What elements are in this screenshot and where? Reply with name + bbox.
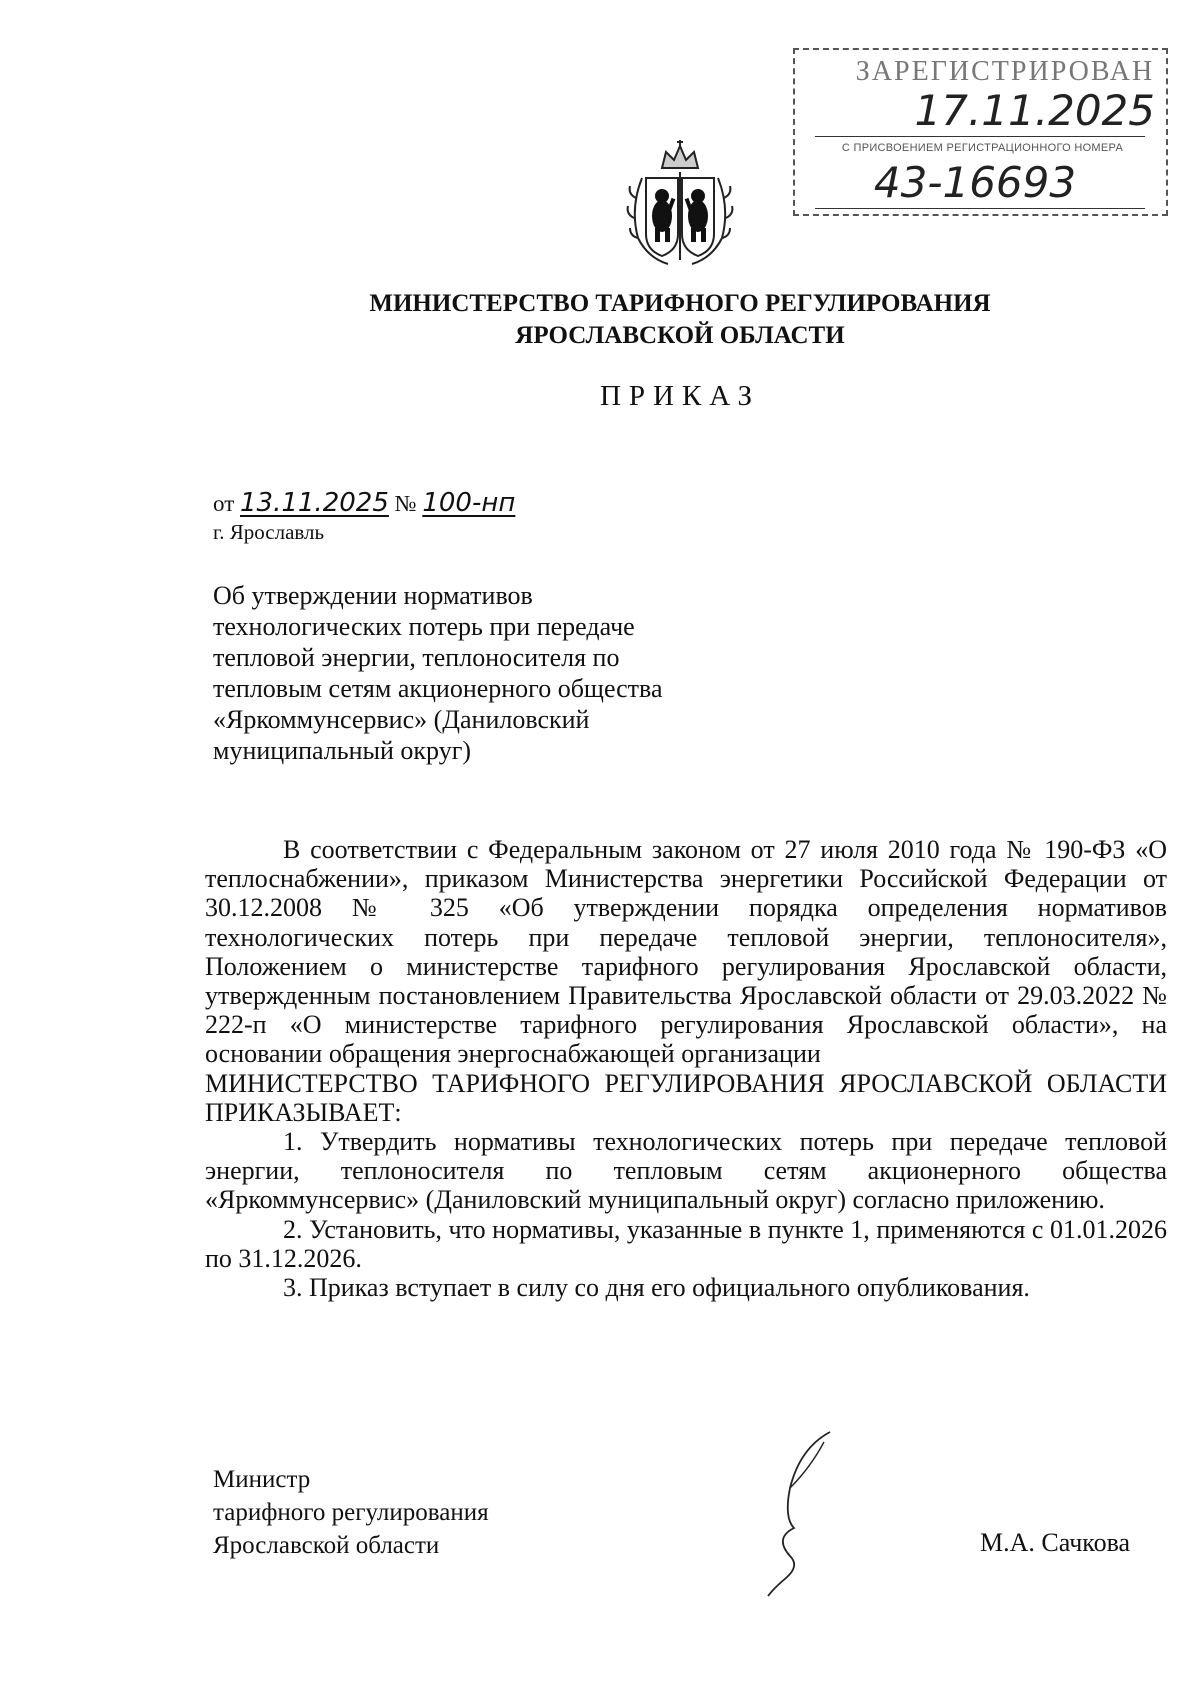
stamp-divider bbox=[815, 208, 1145, 209]
stamp-subtitle: С ПРИСВОЕНИЕМ РЕГИСТРАЦИОННОГО НОМЕРА bbox=[841, 142, 1124, 154]
ministry-line-2: ЯРОСЛАВСКОЙ ОБЛАСТИ bbox=[515, 322, 845, 349]
yaroslavl-coat-of-arms-icon bbox=[622, 138, 738, 270]
signatory-title bbox=[213, 1463, 489, 1562]
order-body bbox=[205, 835, 1167, 1302]
order-date-line bbox=[213, 488, 515, 518]
stamp-header: ЗАРЕГИСТРИРОВАН bbox=[855, 56, 1155, 87]
order-number: 100-нп bbox=[422, 488, 516, 518]
stamp-number: 43-16693 bbox=[873, 158, 1077, 207]
stamp-divider bbox=[815, 136, 1145, 137]
signatory-role-line: тарифного регулирования bbox=[213, 1499, 489, 1526]
preamble-paragraph: В соответствии с Федеральным законом от 27 июля 2010 года № 190-ФЗ «О теплоснабжении», приказом Министерства энергетики Российской Федерации от 30.12.2008 № 325 «Об утверждении порядка определения нормативов технологических потерь при передаче тепловой энергии, теплоносителя», Положением о министерстве тарифного регулирования Ярославской области, утвержденным постановлением Правительства Ярославской области от 29.03.2022 № 222-п «О министерстве тарифного регулирования Ярославской области», на основании обращения энергоснабжающей организации bbox=[205, 835, 1167, 1069]
order-item: 3. Приказ вступает в силу со дня его официального опубликования. bbox=[283, 1273, 1030, 1303]
registration-stamp bbox=[793, 48, 1168, 216]
stamp-date: 17.11.2025 bbox=[914, 86, 1155, 135]
order-date: 13.11.2025 bbox=[240, 488, 389, 518]
signatory-name: М.А. Сачкова bbox=[980, 1528, 1131, 1557]
order-item: 1. Утвердить нормативы технологических потерь при передаче тепловой энергии, теплоносителя по тепловым сетям акционерного общества «Яркоммунсервис» (Даниловский муниципальный округ) согласно приложению. bbox=[205, 1127, 1167, 1215]
ministry-line-1: МИНИСТЕРСТВО ТАРИФНОГО РЕГУЛИРОВАНИЯ bbox=[369, 290, 991, 317]
document-type: ПРИКАЗ bbox=[599, 380, 761, 412]
number-label: № bbox=[394, 491, 417, 516]
order-item: 2. Установить, что нормативы, указанные в пункте 1, применяются с 01.01.2026 по 31.12.2026. bbox=[205, 1214, 1167, 1273]
order-subject: Об утверждении нормативов технологических потерь при передаче тепловой энергии, теплоносителя по тепловым сетям акционерного общества «Яркоммунсервис» (Даниловский муниципальный округ) bbox=[213, 581, 663, 765]
from-label: от bbox=[213, 491, 235, 516]
orders-statement: МИНИСТЕРСТВО ТАРИФНОГО РЕГУЛИРОВАНИЯ ЯРОСЛАВСКОЙ ОБЛАСТИ ПРИКАЗЫВАЕТ: bbox=[205, 1068, 1167, 1127]
order-city: г. Ярославль bbox=[213, 520, 325, 544]
signatory-role-line: Ярославской области bbox=[213, 1532, 440, 1559]
handwritten-signature bbox=[760, 1428, 850, 1598]
signatory-role-line: Министр bbox=[213, 1466, 311, 1493]
ministry-name bbox=[0, 288, 1200, 352]
